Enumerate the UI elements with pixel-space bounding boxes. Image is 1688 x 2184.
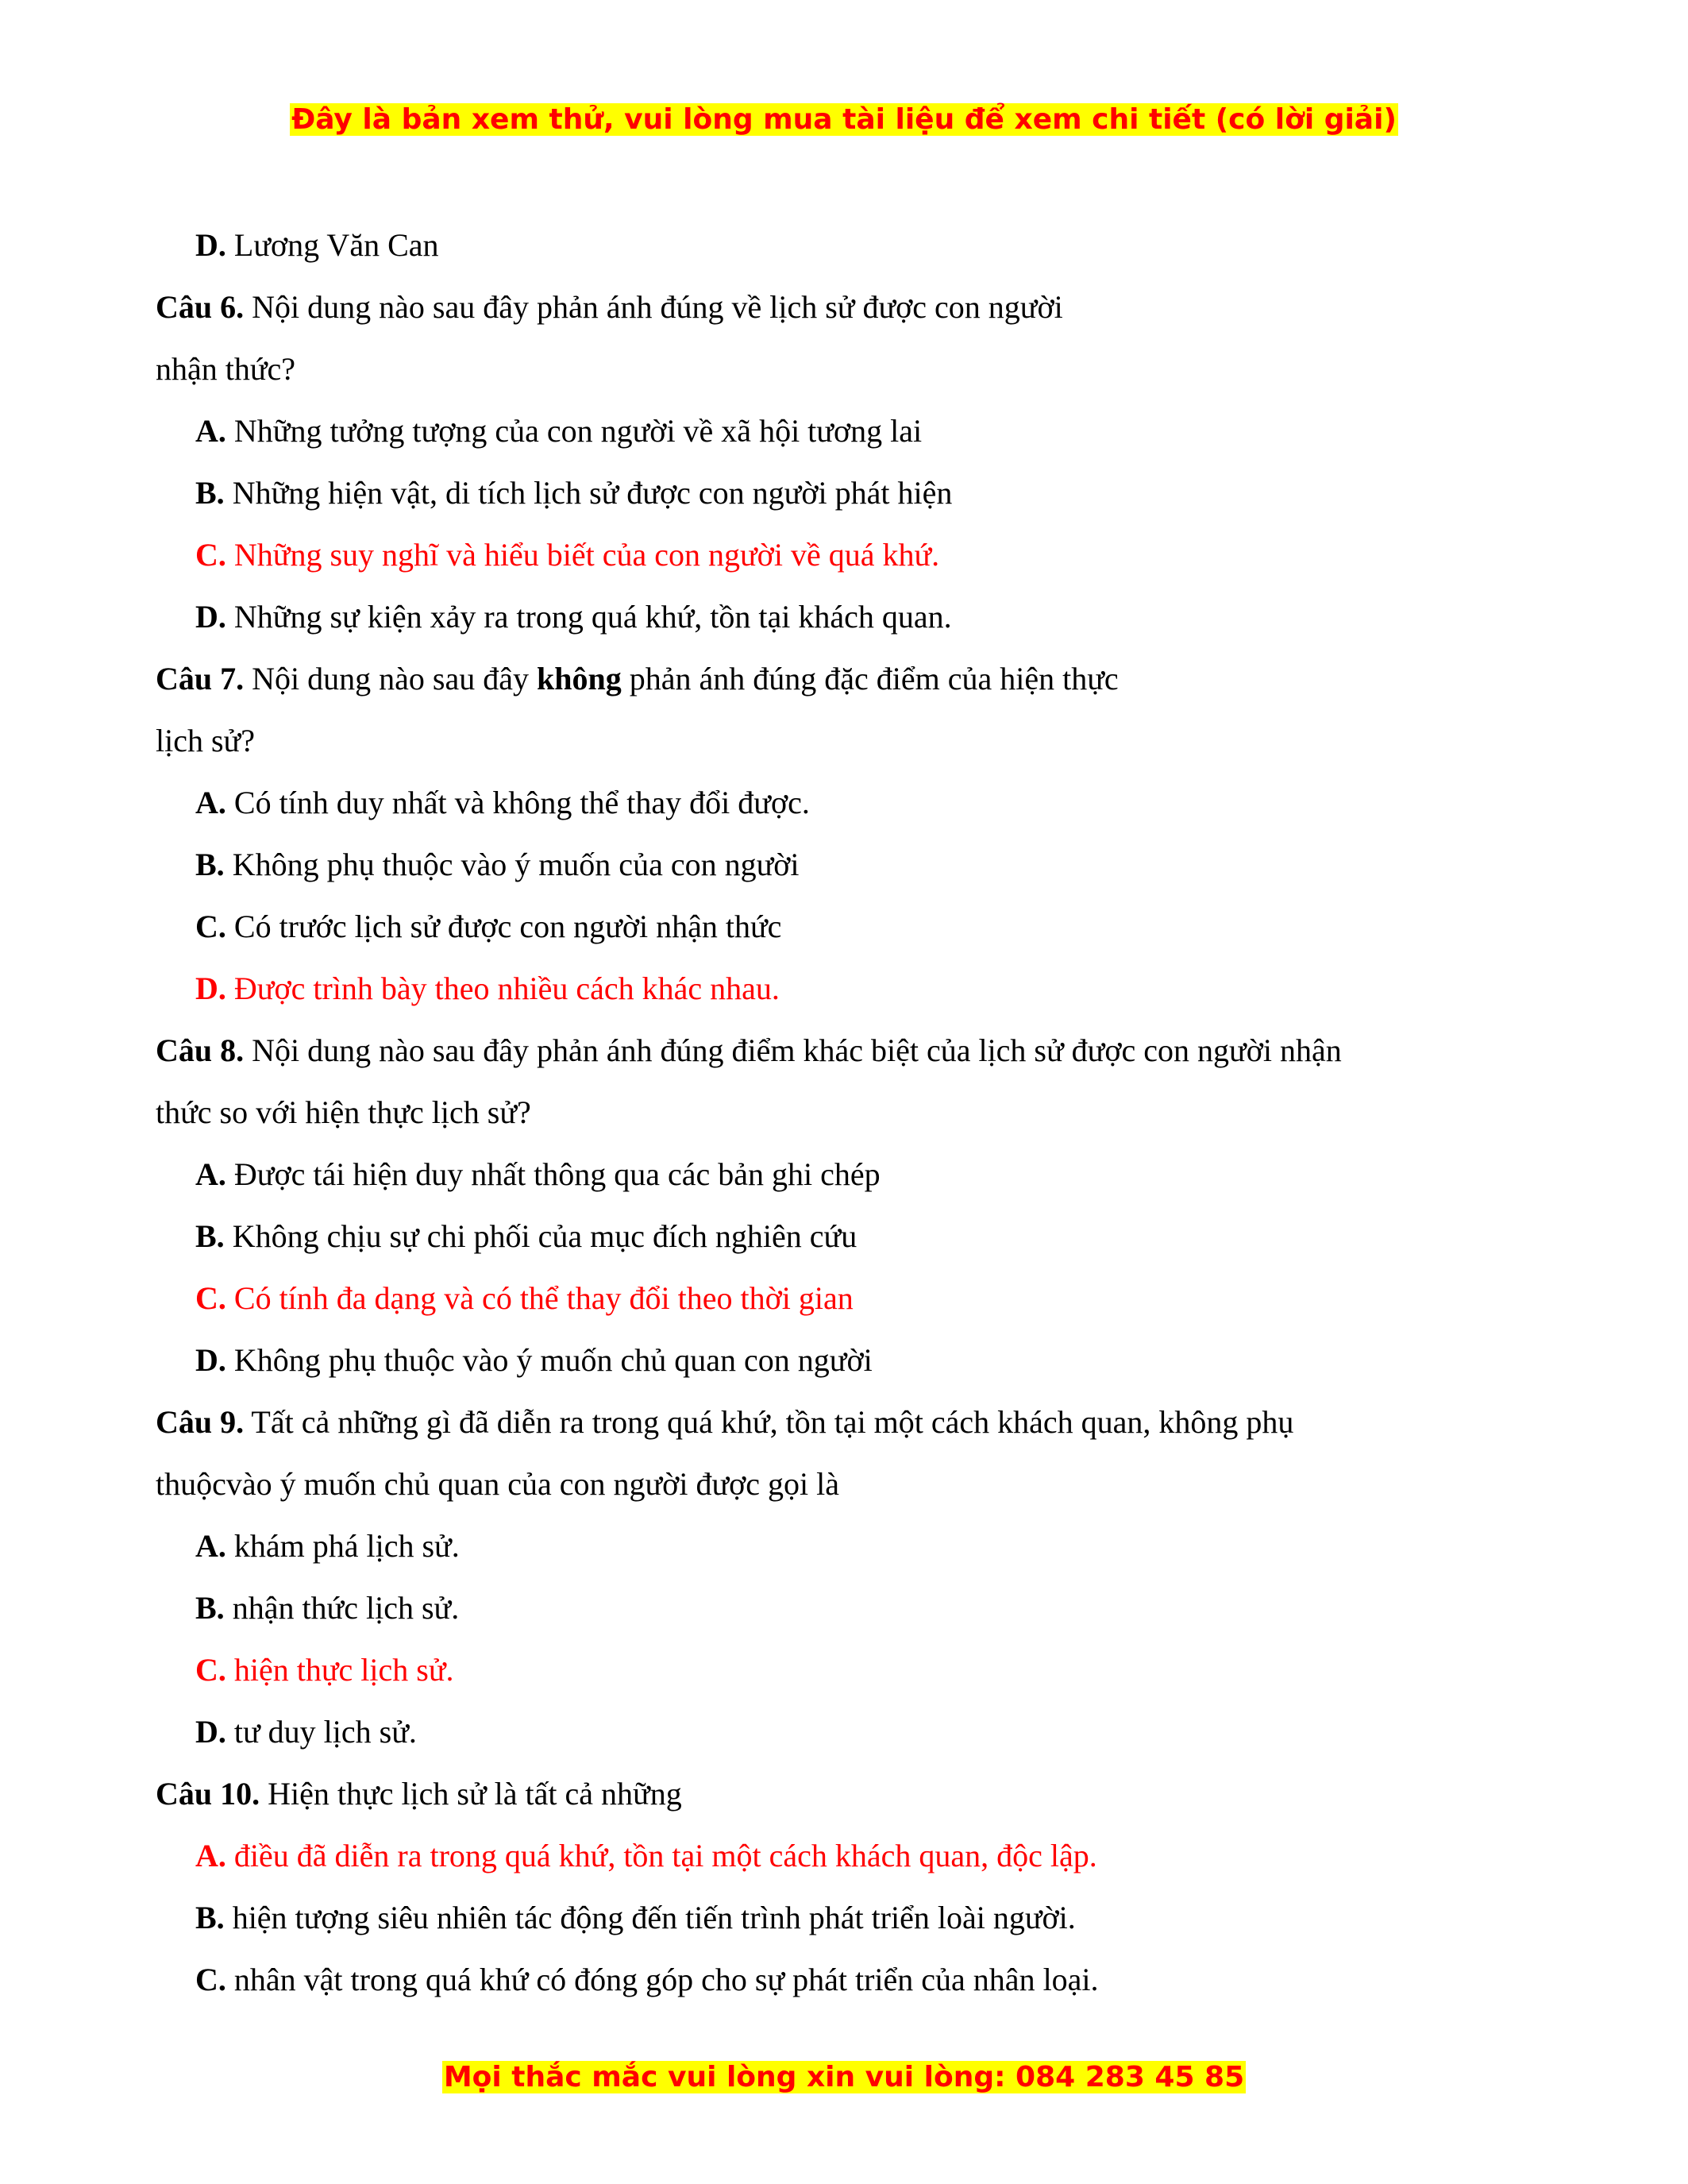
option-text: Những sự kiện xảy ra trong quá khứ, tồn tại khách quan. (225, 599, 952, 635)
option-text: Có tính đa dạng và có thể thay đổi theo thời gian (225, 1280, 854, 1316)
correct-answer-option (156, 1639, 1569, 1701)
option-letter: B. (195, 847, 225, 882)
correct-answer-option (156, 1268, 1569, 1329)
question-text: thức so với hiện thực lịch sử? (156, 1094, 531, 1130)
option-text: Không phụ thuộc vào ý muốn của con người (224, 847, 800, 882)
option-letter: C. (195, 1280, 226, 1316)
correct-answer-option (156, 1825, 1569, 1887)
contact-text: Mọi thắc mắc vui lòng xin vui lòng: 084 283 45 85 (443, 2061, 1245, 2093)
question-stem-continued (156, 1082, 1569, 1144)
answer-option (156, 462, 1569, 524)
option-letter: B. (195, 1590, 225, 1626)
option-text: Không phụ thuộc vào ý muốn chủ quan con người (225, 1342, 873, 1378)
question-text: Hiện thực lịch sử là tất cả những (260, 1776, 682, 1812)
answer-option (156, 896, 1569, 958)
question-label: Câu 8. (156, 1032, 245, 1068)
option-letter: A. (195, 785, 226, 820)
answer-option (156, 586, 1569, 648)
option-text: hiện thực lịch sử. (225, 1652, 454, 1688)
question-stem-continued (156, 1453, 1569, 1515)
question-text: phản ánh đúng đặc điểm của hiện thực (621, 661, 1119, 696)
correct-answer-option (156, 958, 1569, 1020)
option-text: điều đã diễn ra trong quá khứ, tồn tại một cách khách quan, độc lập. (225, 1838, 1097, 1873)
answer-option (156, 400, 1569, 462)
option-letter: D. (195, 970, 226, 1006)
contact-banner (0, 2061, 1688, 2093)
question-label: Câu 9. (156, 1404, 245, 1440)
option-text: Những tưởng tượng của con người về xã hội tương lai (225, 413, 923, 449)
answer-option (156, 1515, 1569, 1577)
option-letter: A. (195, 1156, 226, 1192)
option-text: Được trình bày theo nhiều cách khác nhau. (225, 970, 780, 1006)
question-stem (156, 648, 1569, 710)
option-text: Không chịu sự chi phối của mục đích nghiên cứu (224, 1218, 857, 1254)
option-text: khám phá lịch sử. (225, 1528, 460, 1564)
option-letter: D. (195, 599, 226, 635)
answer-option (156, 1701, 1569, 1763)
answer-option (156, 834, 1569, 896)
question-stem (156, 1020, 1569, 1082)
option-text: tư duy lịch sử. (225, 1714, 417, 1750)
option-text: Những suy nghĩ và hiểu biết của con người về quá khứ. (225, 537, 940, 573)
answer-option (156, 1887, 1569, 1949)
answer-option (156, 1577, 1569, 1639)
question-stem-continued (156, 710, 1569, 772)
question-text: Nội dung nào sau đây phản ánh đúng điểm khác biệt của lịch sử được con người nhận (244, 1032, 1342, 1068)
question-stem (156, 1391, 1569, 1453)
option-text: Được tái hiện duy nhất thông qua các bản ghi chép (225, 1156, 881, 1192)
correct-answer-option (156, 524, 1569, 586)
question-text: thuộcvào ý muốn chủ quan của con người được gọi là (156, 1466, 840, 1502)
question-list (156, 214, 1569, 2011)
question-label: Câu 6. (156, 289, 245, 325)
preview-notice-banner (0, 103, 1688, 136)
option-letter: C. (195, 909, 226, 944)
option-text: nhân vật trong quá khứ có đóng góp cho sự phát triển của nhân loại. (225, 1962, 1099, 1997)
option-letter: D. (195, 227, 226, 263)
option-text: nhận thức lịch sử. (224, 1590, 460, 1626)
option-letter: D. (195, 1342, 226, 1378)
option-text: Có tính duy nhất và không thể thay đổi được. (225, 785, 810, 820)
question-stem-continued (156, 338, 1569, 400)
question-text: lịch sử? (156, 723, 255, 758)
option-text: Những hiện vật, di tích lịch sử được con người phát hiện (224, 475, 953, 511)
answer-option (156, 1144, 1569, 1206)
answer-option (156, 1949, 1569, 2011)
option-letter: C. (195, 1962, 226, 1997)
answer-option (156, 1329, 1569, 1391)
option-letter: B. (195, 1218, 225, 1254)
question-stem (156, 1763, 1569, 1825)
question-label: Câu 7. (156, 661, 245, 696)
question-text: nhận thức? (156, 351, 296, 387)
question-label: Câu 10. (156, 1776, 260, 1812)
option-text: hiện tượng siêu nhiên tác động đến tiến trình phát triển loài người. (224, 1900, 1076, 1935)
option-text: Lương Văn Can (225, 227, 439, 263)
question-text: Nội dung nào sau đây (244, 661, 537, 696)
option-letter: B. (195, 1900, 225, 1935)
option-text: Có trước lịch sử được con người nhận thức (225, 909, 782, 944)
option-letter: A. (195, 1528, 226, 1564)
option-letter: A. (195, 413, 226, 449)
question-stem (156, 276, 1569, 338)
option-letter: B. (195, 475, 225, 511)
answer-option (156, 1206, 1569, 1268)
answer-option (156, 772, 1569, 834)
answer-option (156, 214, 1569, 276)
option-letter: C. (195, 537, 226, 573)
question-text: Nội dung nào sau đây phản ánh đúng về lịch sử được con người (244, 289, 1063, 325)
option-letter: D. (195, 1714, 226, 1750)
question-emphasis: không (536, 661, 622, 696)
option-letter: A. (195, 1838, 226, 1873)
option-letter: C. (195, 1652, 226, 1688)
question-text: Tất cả những gì đã diễn ra trong quá khứ, tồn tại một cách khách quan, không phụ (244, 1404, 1294, 1440)
preview-notice-text: Đây là bản xem thử, vui lòng mua tài liệu để xem chi tiết (có lời giải) (291, 103, 1397, 136)
